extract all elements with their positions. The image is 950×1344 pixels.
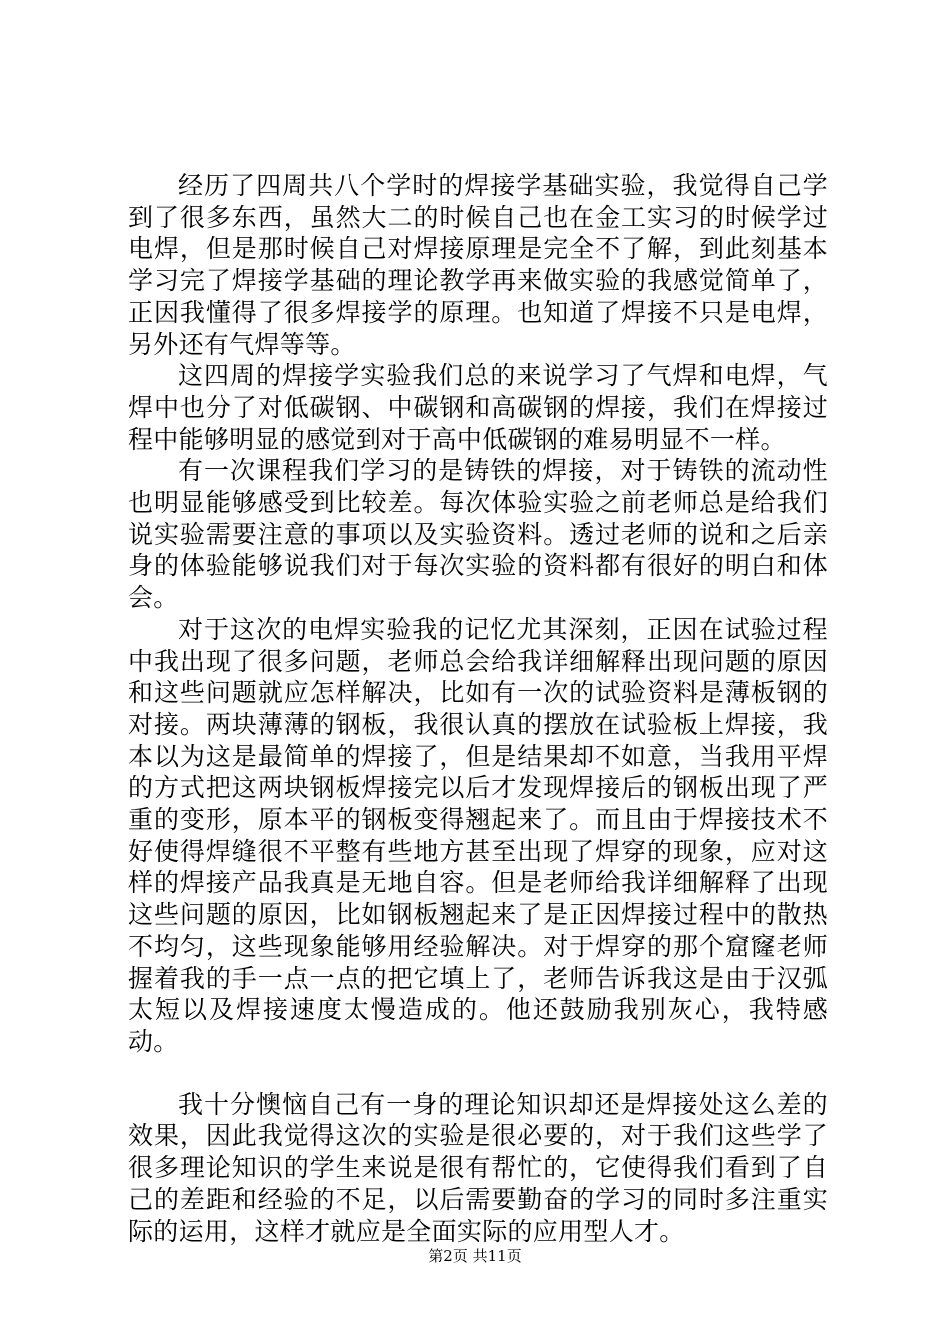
paragraph-5: 我十分懊恼自己有一身的理论知识却还是焊接处这么差的效果，因此我觉得这次的实验是很必要的，对于我们这些学了很多理论知识的学生来说是很有帮忙的，它使得我们看到了自己的差距和经验的不足，以后需要勤奋的学习的同时多注重实际的运用，这样才就应是全面实际的应用型人才。 (128, 1089, 828, 1246)
paragraph-3: 有一次课程我们学习的是铸铁的焊接，对于铸铁的流动性也明显能够感受到比较差。每次体验实验之前老师总是给我们说实验需要注意的事项以及实验资料。透过老师的说和之后亲身的体验能够说我们对于每次实验的资料都有很好的明白和体会。 (128, 456, 828, 613)
document-body (128, 170, 828, 1247)
paragraph-2: 这四周的焊接学实验我们总的来说学习了气焊和电焊，气焊中也分了对低碳钢、中碳钢和高碳钢的焊接，我们在焊接过程中能够明显的感觉到对于高中低碳钢的难易明显不一样。 (128, 361, 828, 454)
paragraph-1: 经历了四周共八个学时的焊接学基础实验，我觉得自己学到了很多东西，虽然大二的时候自己也在金工实习的时候学过电焊，但是那时候自己对焊接原理是完全不了解，到此刻基本学习完了焊接学基础的理论教学再来做实验的我感觉简单了，正因我懂得了很多焊接学的原理。也知道了焊接不只是电焊，另外还有气焊等等。 (128, 171, 828, 359)
paragraph-4: 对于这次的电焊实验我的记忆尤其深刻，正因在试验过程中我出现了很多问题，老师总会给我详细解释出现问题的原因和这些问题就应怎样解决，比如有一次的试验资料是薄板钢的对接。两块薄薄的钢板，我很认真的摆放在试验板上焊接，我本以为这是最简单的焊接了，但是结果却不如意，当我用平焊的方式把这两块钢板焊接完以后才发现焊接后的钢板出现了严重的变形，原本平的钢板变得翘起来了。而且由于焊接技术不好使得焊缝很不平整有些地方甚至出现了焊穿的现象，应对这样的焊接产品我真是无地自容。但是老师给我详细解释了出现这些问题的原因，比如钢板翘起来了是正因焊接过程中的散热不均匀，这些现象能够用经验解决。对于焊穿的那个窟窿老师握着我的手一点一点的把它填上了，老师告诉我这是由于汉弧太短以及焊接速度太慢造成的。他还鼓励我别灰心，我特感动。 (128, 614, 828, 1056)
page-number-label: 第2页 共11页 (428, 1247, 522, 1265)
page-footer (0, 1246, 950, 1266)
